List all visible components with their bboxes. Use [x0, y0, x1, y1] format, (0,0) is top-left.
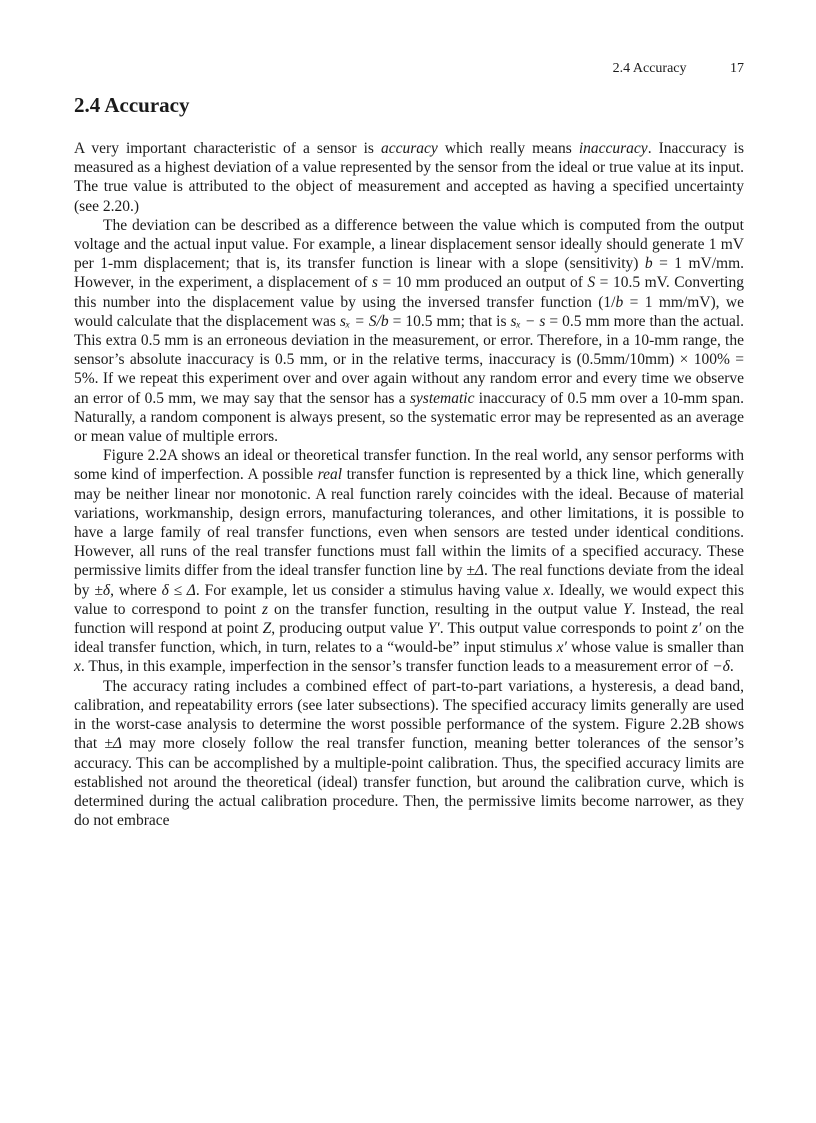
math-symbol: S: [587, 274, 596, 292]
text-run: on the transfer function, resulting in the output value: [268, 600, 623, 618]
text-run: on the ideal transfer function, which, in turn, relates to a “would-be” input stimulus: [74, 620, 744, 657]
math-symbol: Y: [622, 600, 632, 618]
text-run: = 10.5 mV. Converting this number into the displacement value by using the inversed transfer function (1/: [74, 274, 744, 311]
text-run: = 1 mV/mm. However, in the experiment, a displacement of: [74, 255, 744, 292]
math-symbol: Y′: [427, 620, 440, 638]
text-run: = 0.5 mm more than the actual. This extra 0.5 mm is an erroneous deviation in the measurement, or error. Therefore, in a 10-mm range, the sensor’s absolute inaccuracy is 0.5 mm, or in the relative terms, inaccuracy is (0.5mm/10mm) × 100% = 5%. If we repeat this experiment over and over again without any random error and every time we observe an error of 0.5 mm, we may say that the sensor has a: [74, 312, 745, 407]
math-symbol: s: [371, 274, 378, 292]
math-expression: sₓ = S/b: [339, 312, 389, 330]
math-symbol: z′: [691, 620, 702, 638]
text-run: . For example, let us consider a stimulus having value: [195, 581, 544, 599]
text-run: = 1 mm/mV), we would calculate that the displacement was: [74, 293, 744, 330]
section-title: 2.4 Accuracy: [74, 93, 190, 117]
math-symbol: ±Δ: [104, 735, 123, 753]
math-symbol: ±Δ: [466, 562, 484, 580]
math-symbol: ±δ: [94, 581, 111, 599]
text-run: .: [729, 658, 734, 676]
text-run: = 10.5 mm; that is: [388, 312, 511, 330]
text-run: whose value is smaller than: [566, 639, 744, 657]
emphasis: real: [317, 466, 343, 484]
emphasis: systematic: [409, 389, 475, 407]
body-text: [74, 139, 744, 830]
text-run: . The real functions deviate from the ideal by: [74, 562, 744, 599]
text-run: which really means: [437, 140, 579, 157]
text-run: = 10 mm produced an output of: [377, 274, 588, 292]
math-expression: δ ≤ Δ: [161, 581, 196, 599]
text-run: The deviation can be described as a difference between the value which is computed from the output voltage and the actual input value. For example, a linear displacement sensor ideally should generate 1 mV per 1-mm displacement; that is, its transfer function is linear with a slope (sensitivity): [74, 216, 744, 273]
math-symbol: x: [74, 658, 81, 676]
emphasis: accuracy: [381, 140, 438, 157]
paragraph-2: [74, 216, 744, 446]
text-run: may more closely follow the real transfer function, meaning better tolerances of the sensor’s accuracy. This can be accomplished by a multiple-point calibration. Thus, the specified accuracy limits are established not around the theoretical (ideal) transfer function, but around the calibration curve, which is determined during the actual calibration procedure. Then, the permissive limits become narrower, as they do not embrace: [74, 735, 744, 830]
text-run: . This output value corresponds to point: [439, 620, 692, 638]
math-symbol: z: [262, 600, 269, 618]
paragraph-3: [74, 446, 744, 676]
paragraph-4: [74, 677, 744, 831]
text-run: , producing output value: [271, 620, 428, 638]
text-run: The accuracy rating includes a combined effect of part-to-part variations, a hysteresis, a dead band, calibration, and repeatability errors (see later subsections). The specified accuracy limits generally are used in the worst-case analysis to determine the worst possible performance of the system. Figure 2.2B shows that: [74, 677, 744, 753]
text-run: . Thus, in this example, imperfection in the sensor’s transfer function leads to a measurement error of: [80, 658, 713, 676]
text-run: , where: [110, 581, 162, 599]
text-run: Figure 2.2A shows an ideal or theoretical transfer function. In the real world, any sensor performs with some kind of imperfection. A possible: [74, 447, 744, 484]
math-symbol: b: [615, 293, 624, 311]
text-run: . Instead, the real function will respond at point: [74, 600, 744, 638]
text-run: transfer function is represented by a thick line, which generally may be neither linear nor monotonic. A real function rarely coincides with the ideal. Because of material variations, workmanship, design errors, manufacturing tolerances, and other limitations, it is possible to have a large family of real transfer functions, even when sensors are tested under identical conditions. However, all runs of the real transfer functions must fall within the limits of a specified accuracy. These permissive limits differ from the ideal transfer function line by: [74, 466, 744, 580]
emphasis: inaccuracy: [578, 140, 648, 157]
paragraph-1: [74, 139, 744, 216]
math-symbol: x: [543, 581, 551, 599]
page-number: 17: [730, 61, 744, 76]
text-run: A very important characteristic of a sensor is: [74, 140, 381, 157]
math-symbol: Z: [262, 620, 272, 638]
running-head: [613, 61, 744, 77]
text-run: inaccuracy of 0.5 mm over a 10-mm span. Naturally, a random component is always present, so the systematic error may be represented as an average or mean value of multiple errors.: [74, 389, 745, 446]
running-head-section: 2.4 Accuracy: [612, 61, 687, 76]
math-symbol: x′: [556, 639, 567, 657]
math-symbol: b: [644, 255, 653, 273]
math-expression: sₓ − s: [510, 312, 546, 330]
math-symbol: −δ: [712, 658, 730, 676]
text-run: . Inaccuracy is measured as a highest deviation of a value represented by the sensor from the ideal or true value at its input. The true value is attributed to the object of measurement and accepted as having a specified uncertainty (see 2.20.): [74, 140, 744, 215]
text-run: . Ideally, we would expect this value to correspond to point: [74, 581, 744, 618]
